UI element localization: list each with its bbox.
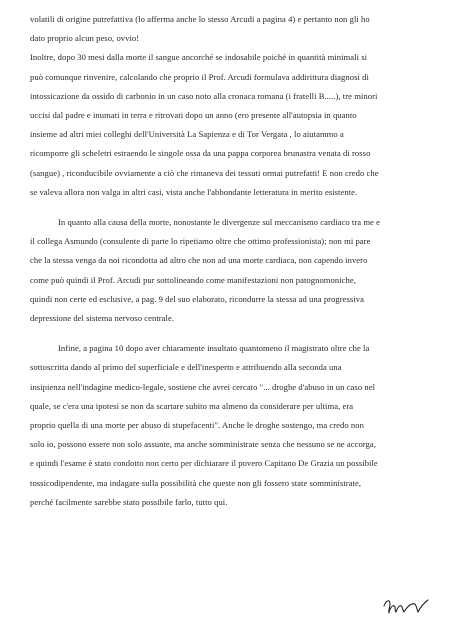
text-line: come può quindi il Prof. Arcudi pur sottolineando come manifestazioni non patognomoniche, bbox=[30, 274, 356, 285]
text-line: tossicodipendente, ma indagare sulla possibilità che queste non gli fossero state somministrate, bbox=[30, 477, 362, 488]
text-line: Inoltre, dopo 30 mesi dalla morte il sangue ancorché se indosabile poiché in quantità minimali si bbox=[30, 52, 368, 63]
text-line: In quanto alla causa della morte, nonostante le divergenze sul meccanismo cardiaco tra me e bbox=[58, 217, 380, 228]
handwritten-signature bbox=[381, 594, 431, 616]
text-line: insipienza nell'indagine medico-legale, sostiene che avrei cercato "... droghe d'abuso in un caso nel bbox=[30, 381, 376, 392]
text-line: Infine, a pagina 10 dopo aver chiaramente insultato quantomeno il magistrato oltre che la bbox=[58, 343, 370, 354]
text-line: perché facilmente sarebbe stato possibile farlo, tutto qui. bbox=[30, 496, 228, 507]
text-line: ricomporre gli scheletri estraendo le singole ossa da una pappa corporea brunastra venata di rosso bbox=[30, 148, 371, 159]
text-line: dato proprio alcun peso, ovvio! bbox=[30, 33, 140, 44]
text-line: quale, se c'era una ipotesi se non da scartare subito ma almeno da considerare per ultima, era bbox=[30, 400, 354, 411]
text-line: proprio quella di una morte per abuso di stupefacenti". Anche le droghe sostengo, ma credo non bbox=[30, 420, 364, 431]
text-line: e quindi l'esame è stato condotto non certo per dichiarare il povero Capitano De Grazia un possibile bbox=[30, 458, 378, 469]
text-line: il collega Asmundo (consulente di parte lo ripetiamo oltre che ottimo professionista); non mi pare bbox=[30, 236, 371, 247]
paragraph-1 bbox=[30, 10, 445, 48]
text-line: insieme ad altri miei colleghi dell'Università La Sapienza e di Tor Vergata , lo aiutammo a bbox=[30, 129, 344, 140]
text-line: intossicazione da ossido di carbonio in un caso noto alla cronaca romana (i fratelli B.....), tre minori bbox=[30, 90, 378, 101]
text-line: può comunque rinvenire, calcolando che proprio il Prof. Arcudi formulava addirittura diagnosi di bbox=[30, 71, 369, 82]
paragraph-3 bbox=[30, 213, 445, 328]
text-line: se valeva allora non valga in altri casi, vista anche l'abbondante letteratura in merito esistente. bbox=[30, 186, 358, 197]
text-line: (sangue) , riconducibile ovviamente a ciò che rimaneva dei tessuti ormai putrefatti! E non credo che bbox=[30, 167, 379, 178]
text-line: volatili di origine putrefattiva (lo afferma anche lo stesso Arcudi a pagina 4) e pertanto non gli ho bbox=[30, 14, 370, 24]
text-line: uccisi dal padre e inumati in terra e ritrovati dopo un anno (ero presente all'autopsia in quanto bbox=[30, 110, 357, 121]
text-line: quindi non certe ed esclusive, a pag. 9 del suo elaborato, ricondurre la stessa ad una progressiva bbox=[30, 293, 364, 304]
text-line: solo io, possono essere non solo assunte, ma anche somministrate senza che nessuno se ne accorga, bbox=[30, 439, 376, 450]
text-line: che la stessa venga da noi ricondotta ad altro che non ad una morte cardiaca, non capendo invero bbox=[30, 255, 368, 266]
text-line: sottoscritta dando al primo del superficiale e dell'inesperto e attribuendo alla seconda una bbox=[30, 362, 342, 373]
paragraph-4 bbox=[30, 339, 445, 512]
paragraph-2 bbox=[30, 48, 445, 202]
text-line: depressione del sistema nervoso centrale. bbox=[30, 313, 175, 324]
